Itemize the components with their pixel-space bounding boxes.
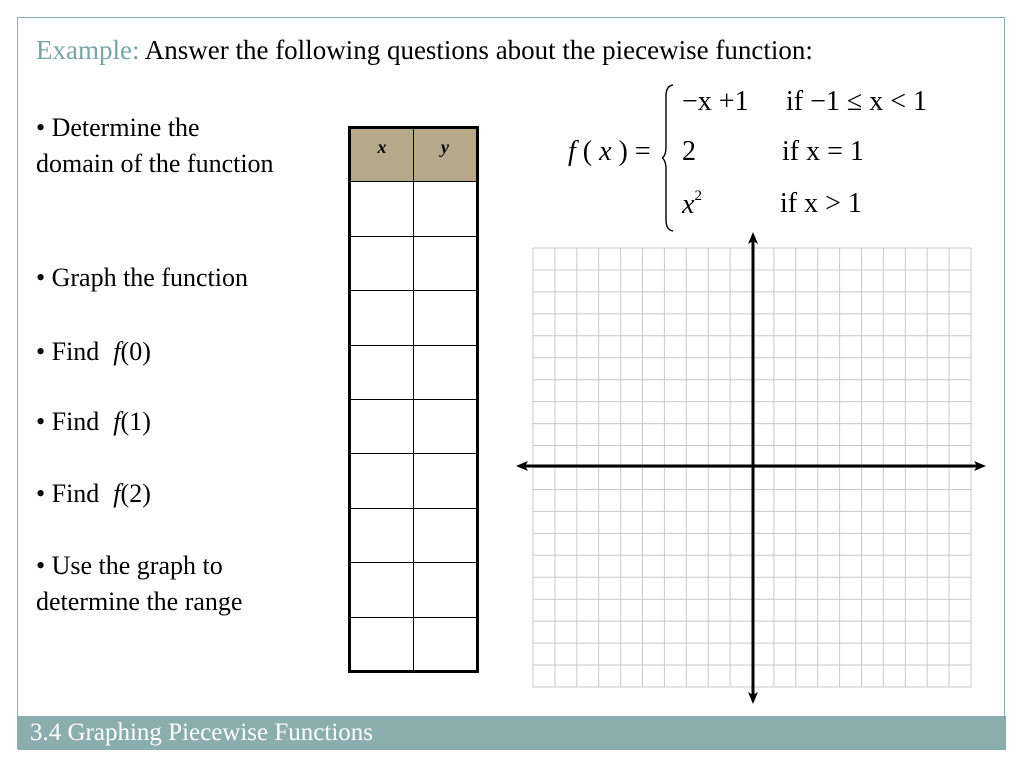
formula-f: f <box>568 136 576 167</box>
f2-arg: (2) <box>120 479 151 508</box>
table-cell-y[interactable] <box>414 399 478 453</box>
f2-func: f <box>113 479 121 508</box>
bullet-range-line2: determine the range <box>36 587 243 616</box>
footer-bar <box>18 716 1006 750</box>
table-row <box>350 508 478 562</box>
table-cell-x[interactable] <box>350 345 414 399</box>
table-cell-y[interactable] <box>414 563 478 617</box>
table-cell-y[interactable] <box>414 345 478 399</box>
table-cell-x[interactable] <box>350 454 414 508</box>
f0-arg: (0) <box>120 337 151 366</box>
table-cell-y[interactable] <box>414 617 478 671</box>
table-row <box>350 454 478 508</box>
table-row <box>350 399 478 453</box>
bullet-find-f2 <box>36 476 151 512</box>
find-label: • Find <box>36 479 100 508</box>
footer-title: 3.4 Graphing Piecewise Functions <box>30 719 374 746</box>
case-3-expr: $x^2$ <box>682 188 702 220</box>
find-label: • Find <box>36 337 100 366</box>
bullet-range <box>36 548 242 620</box>
f1-arg: (1) <box>120 407 151 436</box>
bullet-find-f1 <box>36 404 151 440</box>
table-row <box>350 563 478 617</box>
find-label: • Find <box>36 407 100 436</box>
table-row <box>350 182 478 236</box>
xy-value-table <box>348 126 479 673</box>
case-2-expr: 2 <box>682 136 696 167</box>
table-row <box>350 236 478 290</box>
table-row <box>350 617 478 671</box>
table-header-x: x <box>350 128 414 182</box>
table-cell-y[interactable] <box>414 508 478 562</box>
title-text: Answer the following questions about the piecewise function: <box>139 35 813 65</box>
f0-func: f <box>113 337 121 366</box>
bullet-domain-line2: domain of the function <box>36 149 274 178</box>
table-header-row <box>350 128 478 182</box>
formula-paren-open: ( <box>575 136 600 167</box>
table-cell-x[interactable] <box>350 508 414 562</box>
table-header-y: y <box>414 128 478 182</box>
piecewise-formula <box>568 84 968 234</box>
coordinate-grid <box>512 228 990 708</box>
table-cell-x[interactable] <box>350 617 414 671</box>
formula-paren-close: ) = <box>611 136 651 167</box>
formula-brace <box>662 84 674 232</box>
case-1-expr: −x +1 <box>682 86 749 117</box>
table-cell-x[interactable] <box>350 399 414 453</box>
title-keyword: Example: <box>36 35 140 65</box>
table-cell-x[interactable] <box>350 182 414 236</box>
table-cell-y[interactable] <box>414 454 478 508</box>
bullet-domain <box>36 110 274 182</box>
bullet-graph: • Graph the function <box>36 263 248 292</box>
table-cell-y[interactable] <box>414 182 478 236</box>
case-3-cond: if x > 1 <box>780 188 862 219</box>
formula-lhs <box>568 136 651 168</box>
formula-x: x <box>599 136 612 167</box>
slide-title <box>36 32 813 68</box>
table-cell-x[interactable] <box>350 291 414 345</box>
table-body <box>350 182 478 672</box>
table-cell-x[interactable] <box>350 236 414 290</box>
table-cell-y[interactable] <box>414 291 478 345</box>
case-1-cond: if −1 ≤ x < 1 <box>786 86 928 117</box>
f1-func: f <box>113 407 121 436</box>
bullet-range-line1: • Use the graph to <box>36 551 223 580</box>
bullet-domain-line1: • Determine the <box>36 113 200 142</box>
case-2-cond: if x = 1 <box>782 136 864 167</box>
table-row <box>350 345 478 399</box>
table-cell-x[interactable] <box>350 563 414 617</box>
table-cell-y[interactable] <box>414 236 478 290</box>
bullet-find-f0 <box>36 334 151 370</box>
table-row <box>350 291 478 345</box>
